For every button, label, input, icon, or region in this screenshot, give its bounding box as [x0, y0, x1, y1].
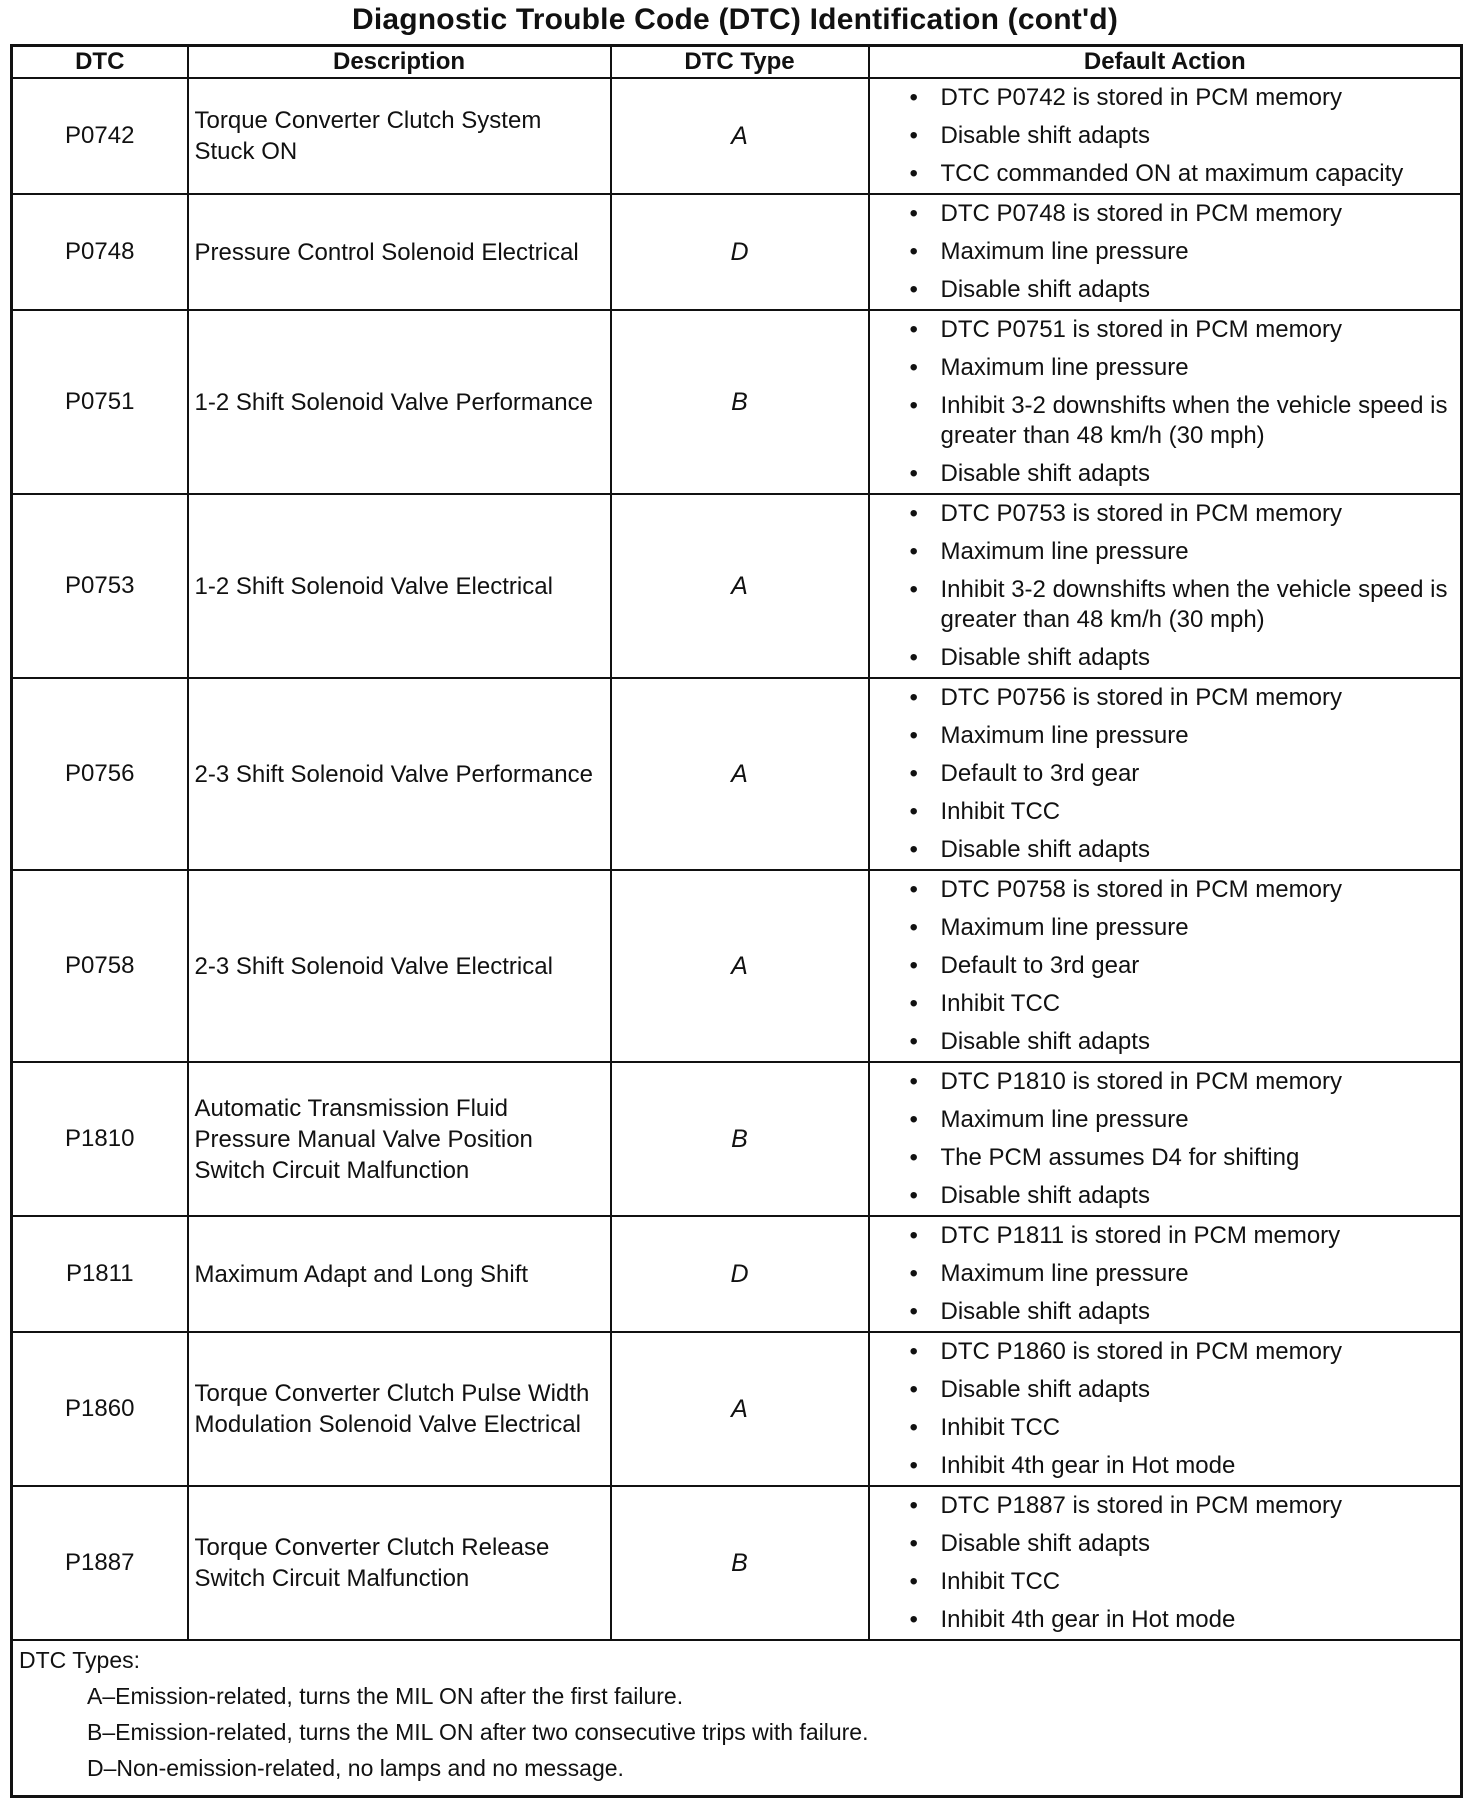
- list-item: [910, 155, 1461, 193]
- default-action-list: [870, 871, 1461, 1061]
- table-row: [12, 194, 1462, 310]
- list-item: [910, 117, 1461, 155]
- list-item: [910, 533, 1461, 571]
- list-item: [910, 1177, 1461, 1215]
- default-action-cell: [869, 870, 1462, 1062]
- bullet-icon: •: [909, 1260, 918, 1287]
- dtc-code: P0753: [12, 494, 188, 678]
- list-item: [910, 1525, 1461, 1563]
- table-row: [12, 870, 1462, 1062]
- default-action-list: [870, 679, 1461, 869]
- bullet-icon: •: [909, 876, 918, 903]
- note-type-b: B–Emission-related, turns the MIL ON after two consecutive trips with failure.: [87, 1719, 869, 1745]
- dtc-description: Automatic Transmission Fluid Pressure Manual Valve Position Switch Circuit Malfunction: [188, 1062, 611, 1216]
- bullet-icon: •: [909, 1492, 918, 1519]
- bullet-icon: •: [909, 1376, 918, 1403]
- table-row: [12, 494, 1462, 678]
- bullet-icon: •: [909, 1144, 918, 1171]
- bullet-icon: •: [909, 238, 918, 265]
- list-item: [910, 1601, 1461, 1639]
- dtc-type: A: [611, 870, 869, 1062]
- dtc-code: P1887: [12, 1486, 188, 1640]
- bullet-icon: •: [909, 1530, 918, 1557]
- list-item: [910, 909, 1461, 947]
- bullet-icon: •: [909, 84, 918, 111]
- list-item: [910, 1101, 1461, 1139]
- bullet-icon: •: [909, 1606, 918, 1633]
- default-action-list: [870, 195, 1461, 309]
- action-text: Inhibit TCC: [940, 990, 1061, 1017]
- default-action-cell: [869, 1062, 1462, 1216]
- action-text: Maximum line pressure: [940, 914, 1189, 941]
- action-text: Disable shift adapts: [940, 644, 1150, 671]
- dtc-code: P1811: [12, 1216, 188, 1332]
- dtc-description: 1-2 Shift Solenoid Valve Performance: [188, 310, 611, 494]
- bullet-icon: •: [909, 644, 918, 671]
- action-text: Inhibit 3-2 downshifts when the vehicle speed is greater than 48 km/h (30 mph): [940, 576, 1448, 633]
- action-text: DTC P0756 is stored in PCM memory: [940, 684, 1342, 711]
- action-text: Disable shift adapts: [940, 836, 1150, 863]
- list-item: [910, 639, 1461, 677]
- note-type-d: D–Non-emission-related, no lamps and no message.: [87, 1755, 624, 1781]
- notes-label: DTC Types:: [19, 1647, 140, 1673]
- bullet-icon: •: [909, 1568, 918, 1595]
- list-item: [910, 79, 1461, 117]
- action-text: Disable shift adapts: [940, 1028, 1150, 1055]
- default-action-list: [870, 1487, 1461, 1639]
- bullet-icon: •: [909, 1298, 918, 1325]
- note-type-a: A–Emission-related, turns the MIL ON after the first failure.: [87, 1683, 684, 1709]
- dtc-table: [10, 44, 1463, 1798]
- dtc-type: A: [611, 494, 869, 678]
- action-text: Inhibit TCC: [940, 1568, 1061, 1595]
- bullet-icon: •: [909, 276, 918, 303]
- table-body: [12, 78, 1462, 1640]
- default-action-list: [870, 495, 1461, 677]
- table-row: [12, 1486, 1462, 1640]
- bullet-icon: •: [909, 1182, 918, 1209]
- bullet-icon: •: [909, 316, 918, 343]
- list-item: [910, 947, 1461, 985]
- header-type: DTC Type: [611, 46, 869, 79]
- dtc-type: D: [611, 1216, 869, 1332]
- default-action-list: [870, 311, 1461, 493]
- action-text: Maximum line pressure: [940, 354, 1189, 381]
- bullet-icon: •: [909, 760, 918, 787]
- header-description: Description: [188, 46, 611, 79]
- bullet-icon: •: [909, 990, 918, 1017]
- list-item: [910, 455, 1461, 493]
- list-item: [910, 387, 1461, 455]
- list-item: [910, 755, 1461, 793]
- dtc-description: Torque Converter Clutch Pulse Width Modulation Solenoid Valve Electrical: [188, 1332, 611, 1486]
- action-text: Inhibit 3-2 downshifts when the vehicle speed is greater than 48 km/h (30 mph): [940, 392, 1448, 449]
- action-text: TCC commanded ON at maximum capacity: [940, 160, 1404, 187]
- bullet-icon: •: [909, 500, 918, 527]
- dtc-type: B: [611, 1062, 869, 1216]
- action-text: DTC P1887 is stored in PCM memory: [940, 1492, 1342, 1519]
- table-row: [12, 1062, 1462, 1216]
- action-text: Disable shift adapts: [940, 122, 1150, 149]
- bullet-icon: •: [909, 798, 918, 825]
- action-text: DTC P1811 is stored in PCM memory: [940, 1222, 1341, 1249]
- bullet-icon: •: [909, 952, 918, 979]
- dtc-code: P0742: [12, 78, 188, 194]
- table-row: [12, 310, 1462, 494]
- list-item: [910, 717, 1461, 755]
- default-action-list: [870, 1063, 1461, 1215]
- list-item: [910, 1293, 1461, 1331]
- action-text: DTC P0753 is stored in PCM memory: [940, 500, 1342, 527]
- list-item: [910, 1217, 1461, 1255]
- dtc-description: 1-2 Shift Solenoid Valve Electrical: [188, 494, 611, 678]
- list-item: [910, 1487, 1461, 1525]
- action-text: Disable shift adapts: [940, 1376, 1150, 1403]
- action-text: Disable shift adapts: [940, 460, 1150, 487]
- dtc-type: A: [611, 1332, 869, 1486]
- table-row: [12, 1332, 1462, 1486]
- table-footer: [12, 1640, 1462, 1797]
- action-text: Maximum line pressure: [940, 1106, 1189, 1133]
- action-text: Inhibit TCC: [940, 798, 1061, 825]
- default-action-cell: [869, 1216, 1462, 1332]
- bullet-icon: •: [909, 1222, 918, 1249]
- bullet-icon: •: [909, 1068, 918, 1095]
- action-text: Disable shift adapts: [940, 1298, 1150, 1325]
- default-action-list: [870, 1333, 1461, 1485]
- document-page: [10, 0, 1460, 1798]
- default-action-list: [870, 1217, 1461, 1331]
- bullet-icon: •: [909, 576, 918, 603]
- bullet-icon: •: [909, 1106, 918, 1133]
- dtc-type: B: [611, 1486, 869, 1640]
- bullet-icon: •: [909, 836, 918, 863]
- list-item: [910, 985, 1461, 1023]
- bullet-icon: •: [909, 1452, 918, 1479]
- list-item: [910, 1447, 1461, 1485]
- action-text: Maximum line pressure: [940, 1260, 1189, 1287]
- list-item: [910, 1255, 1461, 1293]
- dtc-code: P0751: [12, 310, 188, 494]
- action-text: DTC P0758 is stored in PCM memory: [940, 876, 1342, 903]
- header-dtc: DTC: [12, 46, 188, 79]
- bullet-icon: •: [909, 1414, 918, 1441]
- bullet-icon: •: [909, 722, 918, 749]
- header-row: [12, 46, 1462, 79]
- dtc-types-notes: [12, 1640, 1462, 1797]
- default-action-cell: [869, 678, 1462, 870]
- action-text: Disable shift adapts: [940, 276, 1150, 303]
- dtc-code: P0758: [12, 870, 188, 1062]
- bullet-icon: •: [909, 200, 918, 227]
- default-action-cell: [869, 194, 1462, 310]
- dtc-description: Pressure Control Solenoid Electrical: [188, 194, 611, 310]
- list-item: [910, 871, 1461, 909]
- dtc-description: Maximum Adapt and Long Shift: [188, 1216, 611, 1332]
- action-text: DTC P0742 is stored in PCM memory: [940, 84, 1342, 111]
- bullet-icon: •: [909, 1028, 918, 1055]
- action-text: DTC P1860 is stored in PCM memory: [940, 1338, 1342, 1365]
- bullet-icon: •: [909, 538, 918, 565]
- dtc-type: B: [611, 310, 869, 494]
- action-text: Disable shift adapts: [940, 1182, 1150, 1209]
- default-action-cell: [869, 1332, 1462, 1486]
- list-item: [910, 311, 1461, 349]
- list-item: [910, 571, 1461, 639]
- list-item: [910, 831, 1461, 869]
- list-item: [910, 1333, 1461, 1371]
- dtc-type: D: [611, 194, 869, 310]
- header-default-action: Default Action: [869, 46, 1462, 79]
- default-action-cell: [869, 78, 1462, 194]
- list-item: [910, 1023, 1461, 1061]
- dtc-code: P0748: [12, 194, 188, 310]
- action-text: Inhibit 4th gear in Hot mode: [940, 1606, 1236, 1633]
- dtc-description: 2-3 Shift Solenoid Valve Performance: [188, 678, 611, 870]
- action-text: Inhibit TCC: [940, 1414, 1061, 1441]
- list-item: [910, 271, 1461, 309]
- action-text: Maximum line pressure: [940, 238, 1189, 265]
- bullet-icon: •: [909, 392, 918, 419]
- notes-row: [12, 1640, 1462, 1797]
- dtc-type: A: [611, 678, 869, 870]
- table-row: [12, 678, 1462, 870]
- table-row: [12, 1216, 1462, 1332]
- dtc-type: A: [611, 78, 869, 194]
- table-header: [12, 46, 1462, 79]
- action-text: DTC P0748 is stored in PCM memory: [940, 200, 1342, 227]
- list-item: [910, 1409, 1461, 1447]
- dtc-description: Torque Converter Clutch System Stuck ON: [188, 78, 611, 194]
- action-text: DTC P1810 is stored in PCM memory: [940, 1068, 1342, 1095]
- bullet-icon: •: [909, 1338, 918, 1365]
- action-text: Inhibit 4th gear in Hot mode: [940, 1452, 1236, 1479]
- action-text: Default to 3rd gear: [940, 760, 1140, 787]
- list-item: [910, 793, 1461, 831]
- dtc-code: P1860: [12, 1332, 188, 1486]
- list-item: [910, 495, 1461, 533]
- default-action-cell: [869, 494, 1462, 678]
- dtc-description: Torque Converter Clutch Release Switch Circuit Malfunction: [188, 1486, 611, 1640]
- dtc-code: P0756: [12, 678, 188, 870]
- list-item: [910, 1063, 1461, 1101]
- action-text: DTC P0751 is stored in PCM memory: [940, 316, 1342, 343]
- page-title: Diagnostic Trouble Code (DTC) Identification (cont'd): [351, 3, 1119, 36]
- bullet-icon: •: [909, 914, 918, 941]
- list-item: [910, 1139, 1461, 1177]
- action-text: The PCM assumes D4 for shifting: [940, 1144, 1300, 1171]
- list-item: [910, 1371, 1461, 1409]
- bullet-icon: •: [909, 460, 918, 487]
- action-text: Default to 3rd gear: [940, 952, 1140, 979]
- list-item: [910, 349, 1461, 387]
- bullet-icon: •: [909, 684, 918, 711]
- bullet-icon: •: [909, 160, 918, 187]
- dtc-code: P1810: [12, 1062, 188, 1216]
- table-row: [12, 78, 1462, 194]
- list-item: [910, 679, 1461, 717]
- action-text: Disable shift adapts: [940, 1530, 1150, 1557]
- action-text: Maximum line pressure: [940, 722, 1189, 749]
- bullet-icon: •: [909, 122, 918, 149]
- default-action-list: [870, 79, 1461, 193]
- bullet-icon: •: [909, 354, 918, 381]
- action-text: Maximum line pressure: [940, 538, 1189, 565]
- list-item: [910, 195, 1461, 233]
- dtc-description: 2-3 Shift Solenoid Valve Electrical: [188, 870, 611, 1062]
- list-item: [910, 1563, 1461, 1601]
- list-item: [910, 233, 1461, 271]
- default-action-cell: [869, 310, 1462, 494]
- default-action-cell: [869, 1486, 1462, 1640]
